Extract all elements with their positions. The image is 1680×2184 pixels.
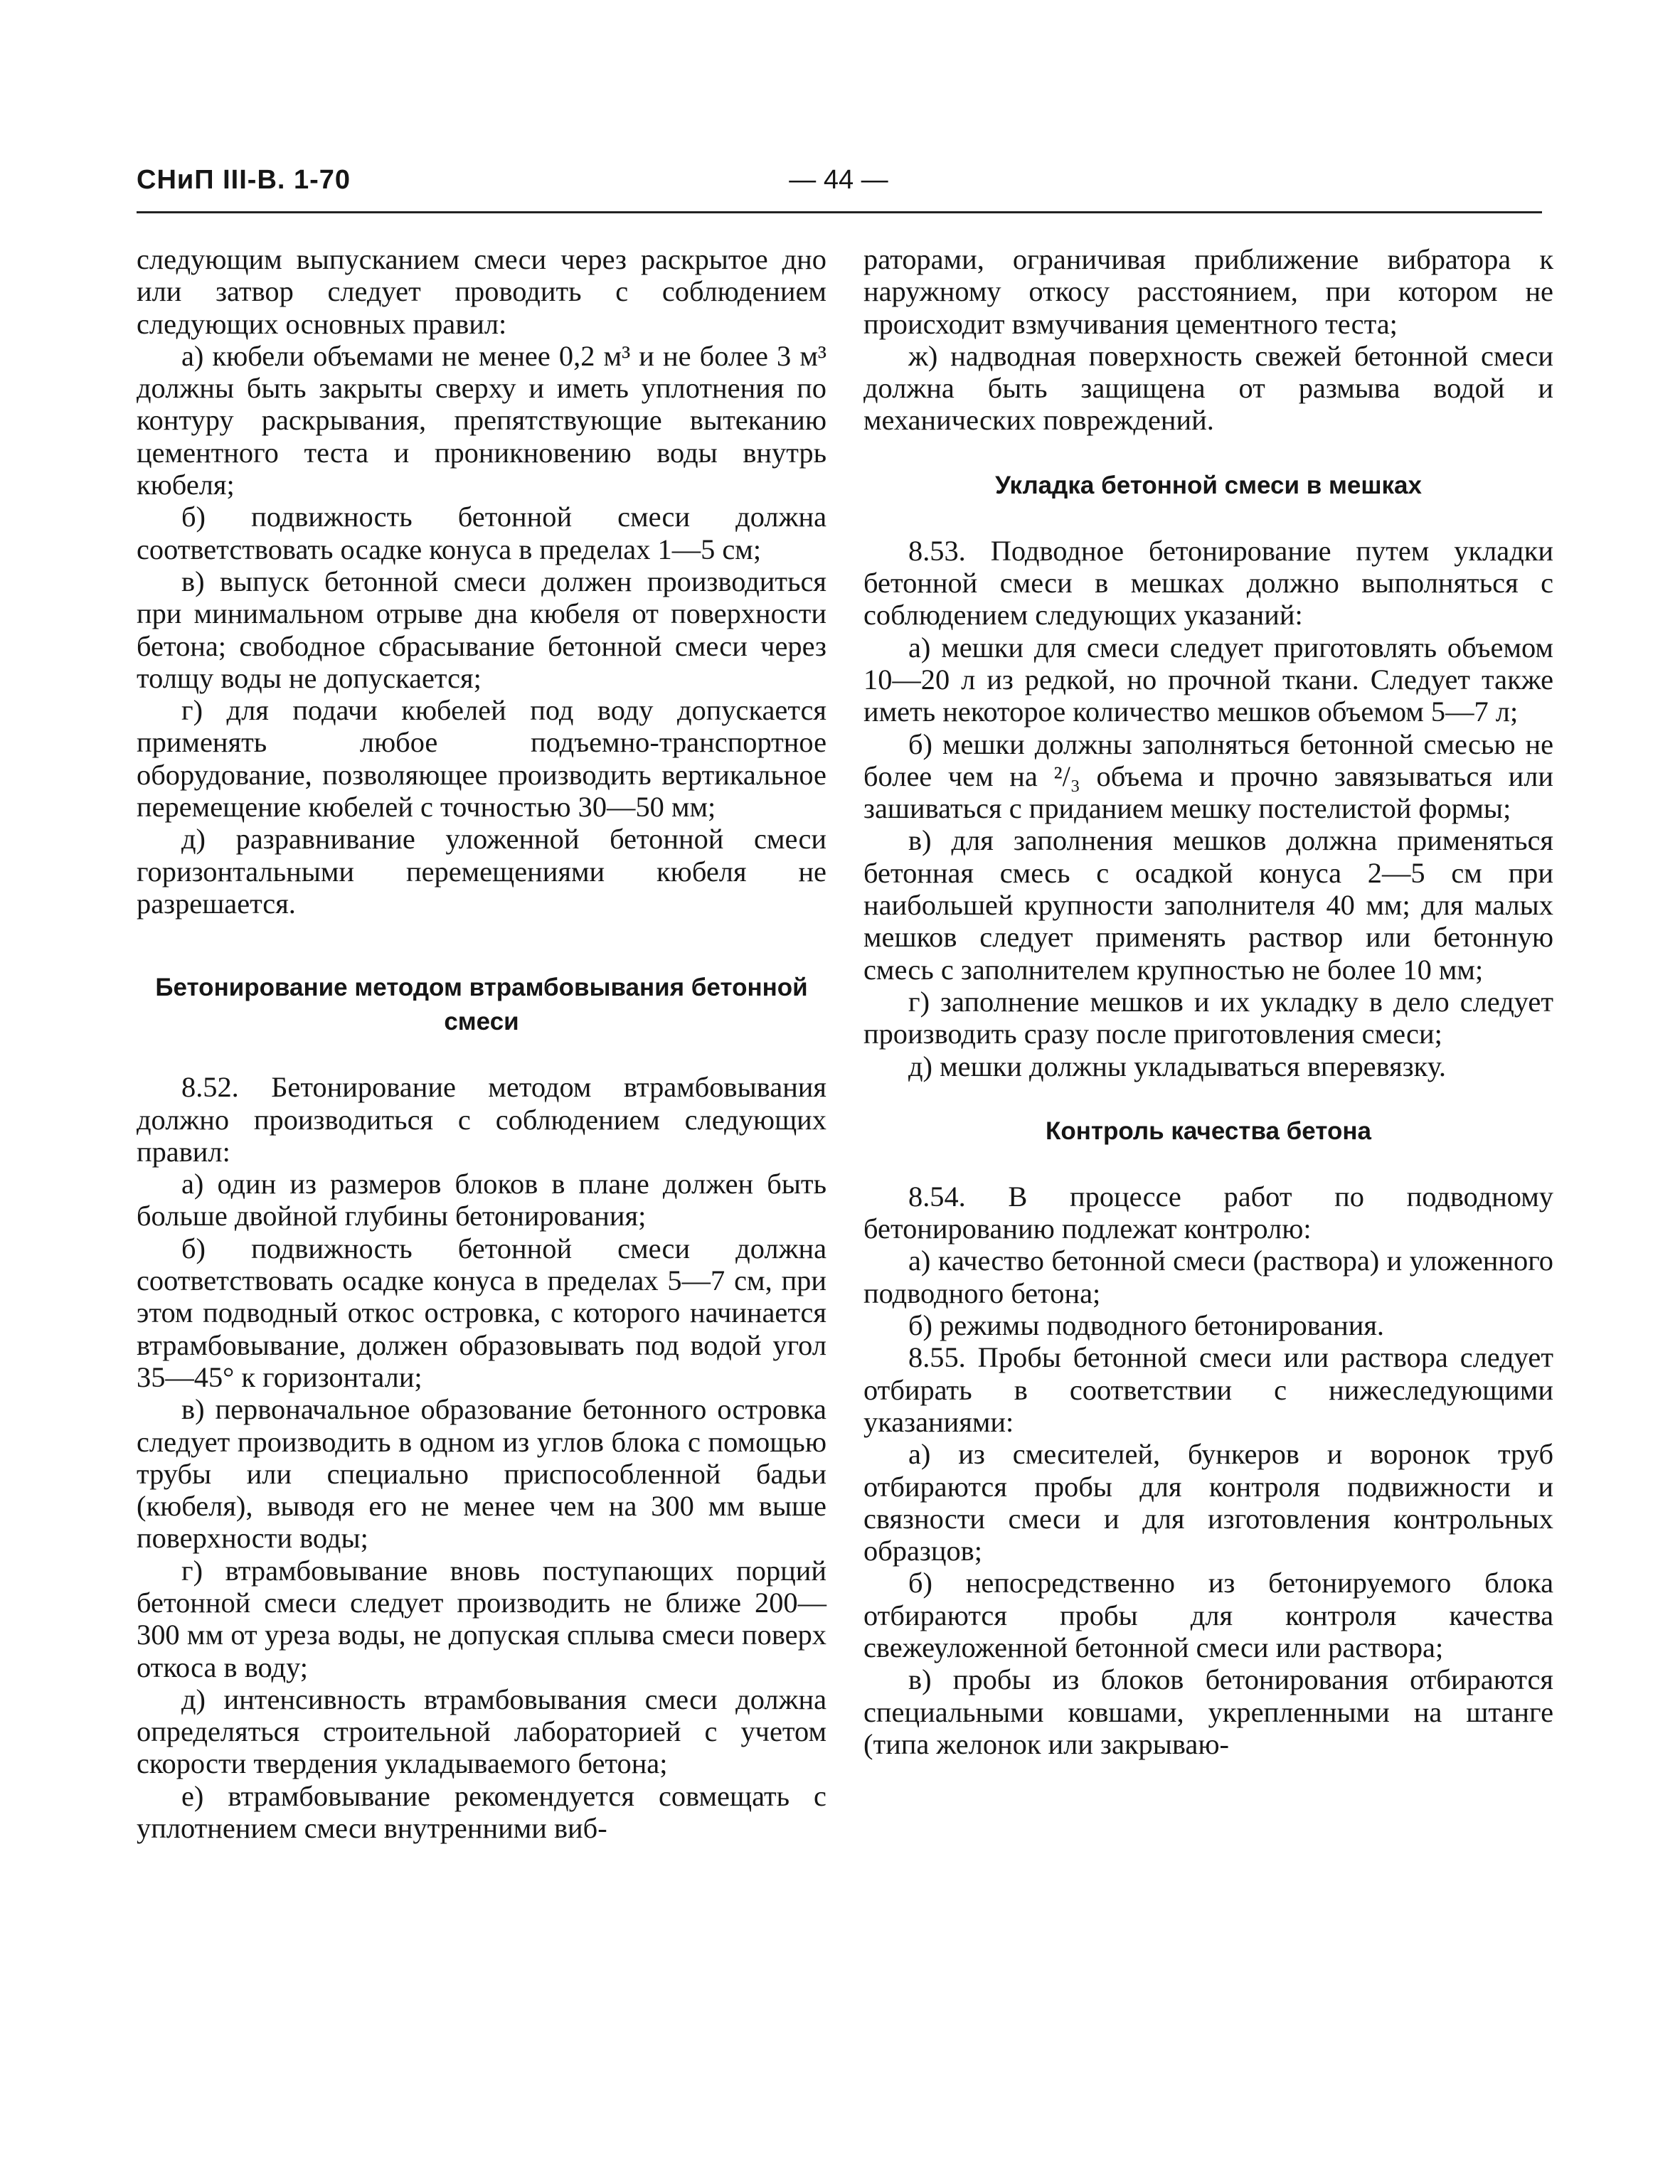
list-item-d: д) разравнивание уложенной бетонной смеси горизонтальными перемещениями кюбеля не разрешается. bbox=[137, 823, 826, 920]
section-heading-quality-control: Контроль качества бетона bbox=[1046, 1117, 1371, 1145]
clause-8-55-item-a: а) из смесителей, бункеров и воронок труб отбираются пробы для контроля подвижности и связности смеси и для изготовления контрольных образцов; bbox=[863, 1438, 1553, 1567]
clause-8-52: 8.52. Бетонирование методом втрамбовывания должно производиться с соблюдением следующих правил: bbox=[137, 1071, 826, 1168]
section-heading-tamping: Бетонирование методом втрамбовывания бетонной смеси bbox=[155, 974, 808, 1036]
clause-8-52-item-d: д) интенсивность втрамбовывания смеси должна определяться строительной лабораторией с учетом скорости твердения укладываемого бетона; bbox=[137, 1683, 826, 1780]
section-heading-bags: Укладка бетонной смеси в мешках bbox=[995, 471, 1422, 499]
clause-8-53-item-b: б) мешки должны заполняться бетонной смесью не более чем на ²/₃ объема и прочно завязываться или зашиваться с приданием мешку постелистой формы; bbox=[863, 728, 1553, 825]
clause-8-53-item-g: г) заполнение мешков и их укладку в дело следует производить сразу после приготовления смеси; bbox=[863, 985, 1553, 1050]
left-column bbox=[137, 243, 826, 1844]
document-code: СНиП III-В. 1-70 bbox=[137, 165, 351, 195]
header-divider bbox=[137, 211, 1542, 213]
clause-8-52-item-v: в) первоначальное образование бетонного островка следует производить в одном из углов блока с помощью трубы или специально приспособленной бадьи (кюбеля), выводя его не менее чем на 300 мм выше поверхности воды; bbox=[137, 1393, 826, 1555]
clause-8-52-item-a: а) один из размеров блоков в плане должен быть больше двойной глубины бетонирования; bbox=[137, 1168, 826, 1232]
paragraph-continuation: раторами, ограничивая приближение вибратора к наружному откосу расстоянием, при котором не происходит взмучивания цементного теста; bbox=[863, 243, 1553, 340]
clause-8-54-item-a: а) качество бетонной смеси (раствора) и уложенного подводного бетона; bbox=[863, 1245, 1553, 1309]
clause-8-52-item-b: б) подвижность бетонной смеси должна соответствовать осадке конуса в пределах 5—7 см, при этом подводный откос островка, с которого начинается втрамбовывание, должен образовывать под водой угол 35—45° к горизонтали; bbox=[137, 1232, 826, 1393]
page-number: — 44 — bbox=[789, 165, 888, 195]
clause-8-53: 8.53. Подводное бетонирование путем укладки бетонной смеси в мешках должно выполняться с соблюдением следующих указаний: bbox=[863, 534, 1553, 632]
list-item-g: г) для подачи кюбелей под воду допускается применять любое подъемно-транспортное оборудование, позволяющее производить вертикальное перемещение кюбелей с точностью 30—50 мм; bbox=[137, 694, 826, 824]
clause-8-53-item-a: а) мешки для смеси следует приготовлять объемом 10—20 л из редкой, но прочной ткани. Следует также иметь некоторое количество мешков объемом 5—7 л; bbox=[863, 631, 1553, 728]
list-item-v: в) выпуск бетонной смеси должен производиться при минимальном отрыве дна кюбеля от поверхности бетона; свободное сбрасывание бетонной смеси через толщу воды не допускается; bbox=[137, 565, 826, 694]
clause-8-55: 8.55. Пробы бетонной смеси или раствора следует отбирать в соответствии с нижеследующими указаниями: bbox=[863, 1341, 1553, 1438]
paragraph-intro-continuation: следующим выпусканием смеси через раскрытое дно или затвор следует проводить с соблюдением следующих основных правил: bbox=[137, 243, 826, 340]
list-item-zh: ж) надводная поверхность свежей бетонной смеси должна быть защищена от размыва водой и механических повреждений. bbox=[863, 339, 1553, 437]
clause-8-55-item-v: в) пробы из блоков бетонирования отбираются специальными ковшами, укрепленными на штанге (типа желонок или закрываю- bbox=[863, 1663, 1553, 1760]
clause-8-54-item-b: б) режимы подводного бетонирования. bbox=[908, 1309, 1385, 1342]
clause-8-55-item-b: б) непосредственно из бетонируемого блока отбираются пробы для контроля качества свежеуложенной бетонной смеси или раствора; bbox=[863, 1567, 1553, 1663]
clause-8-53-item-d: д) мешки должны укладываться вперевязку. bbox=[908, 1050, 1446, 1082]
clause-8-53-item-v: в) для заполнения мешков должна применяться бетонная смесь с осадкой конуса 2—5 см при наибольшей крупности заполнителя 40 мм; для малых мешков следует применять раствор или бетонную смесь с заполнителем крупностью не более 10 мм; bbox=[863, 824, 1553, 986]
list-item-b: б) подвижность бетонной смеси должна соответствовать осадке конуса в пределах 1—5 см; bbox=[137, 501, 826, 565]
clause-8-54: 8.54. В процессе работ по подводному бетонированию подлежат контролю: bbox=[863, 1180, 1553, 1245]
list-item-a: а) кюбели объемами не менее 0,2 м³ и не более 3 м³ должны быть закрыты сверху и иметь уплотнения по контуру раскрывания, препятствующие вытеканию цементного теста и проникновению воды внутрь кюбеля; bbox=[137, 339, 826, 501]
page-header bbox=[137, 165, 1541, 211]
clause-8-52-item-g: г) втрамбовывание вновь поступающих порций бетонной смеси следует производить не ближе 200—300 мм от уреза воды, не допуская сплыва смеси поверх откоса в воду; bbox=[137, 1554, 826, 1683]
right-column bbox=[863, 243, 1553, 1760]
clause-8-52-item-e: е) втрамбовывание рекомендуется совмещать с уплотнением смеси внутренними виб- bbox=[137, 1779, 826, 1845]
